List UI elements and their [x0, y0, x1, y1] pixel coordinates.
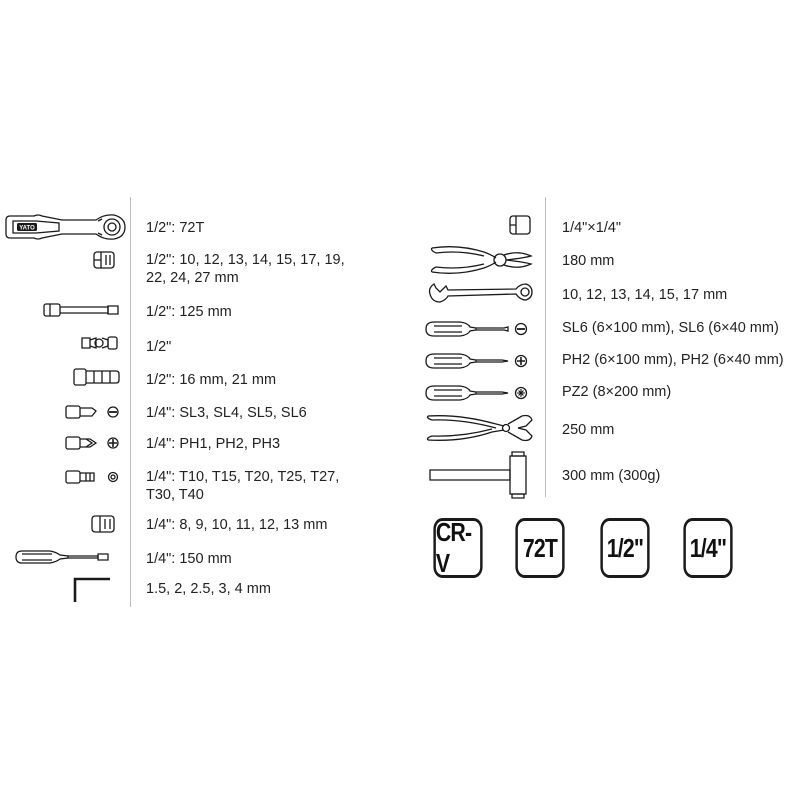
- spec-sockets-half: [146, 251, 345, 287]
- badge-72t: [515, 518, 564, 578]
- spec-spark-plug-sockets: 1/2": 16 mm, 21 mm: [146, 372, 277, 388]
- spec-phillips-screwdrivers: PH2 (6×100 mm), PH2 (6×40 mm): [562, 352, 784, 368]
- bit-screwdriver-icon: [14, 546, 114, 568]
- universal-joint-icon: [80, 334, 120, 352]
- spec-hammer: 300 mm (300g): [562, 468, 661, 484]
- hex-key-icon: [70, 574, 112, 604]
- spec-extension-bar: 1/2": 125 mm: [146, 304, 232, 320]
- pozidriv-screwdriver-icon: [424, 382, 530, 404]
- spec-sockets-quarter: 1/4": 8, 9, 10, 11, 12, 13 mm: [146, 517, 328, 533]
- spec-slotted-screwdrivers: SL6 (6×100 mm), SL6 (6×40 mm): [562, 320, 779, 336]
- spec-ratchet: 1/2": 72T: [146, 220, 205, 236]
- spec-bit-adapter: 1/4"×1/4": [562, 220, 622, 236]
- spec-line: 22, 24, 27 mm: [146, 270, 239, 286]
- spec-water-pump-pliers: 250 mm: [562, 422, 615, 438]
- phillips-screwdriver-icon: [424, 350, 530, 372]
- torx-bit-icon: [64, 468, 122, 486]
- hammer-icon: [428, 450, 532, 500]
- badge-quarter-inch: [683, 518, 732, 578]
- badge-label: 1/4": [689, 532, 727, 563]
- spec-hex-keys: 1.5, 2, 2.5, 3, 4 mm: [146, 581, 271, 597]
- socket-icon: [92, 250, 116, 270]
- badge-half-inch: [600, 518, 649, 578]
- spec-bit-screwdriver: 1/4": 150 mm: [146, 551, 232, 567]
- badge-label: 1/2": [606, 532, 644, 563]
- right-column-divider: [545, 197, 546, 497]
- slotted-screwdriver-icon: [424, 318, 530, 340]
- spec-line: T30, T40: [146, 487, 204, 503]
- spec-line: 1/2": 10, 12, 13, 14, 15, 17, 19,: [146, 252, 345, 268]
- ratchet-brand-label: YATO: [19, 225, 35, 232]
- spark-plug-socket-icon: [72, 366, 122, 388]
- spec-torx-bits: [146, 468, 339, 504]
- spec-universal-joint: 1/2": [146, 339, 172, 355]
- slotted-bit-icon: [64, 404, 122, 420]
- left-column-divider: [130, 197, 131, 607]
- spec-phillips-bits: 1/4": PH1, PH2, PH3: [146, 436, 281, 452]
- phillips-bit-icon: [64, 434, 122, 452]
- ratchet-icon: [4, 210, 128, 244]
- spec-line: 1/4": T10, T15, T20, T25, T27,: [146, 469, 340, 485]
- badge-label: 72T: [522, 532, 558, 563]
- spec-slotted-bits: 1/4": SL3, SL4, SL5, SL6: [146, 405, 307, 421]
- extension-bar-icon: [42, 302, 122, 318]
- badge-label: CR-V: [435, 517, 472, 578]
- spec-combination-pliers: 180 mm: [562, 253, 615, 269]
- bit-adapter-icon: [508, 214, 532, 236]
- small-socket-icon: [90, 514, 116, 534]
- water-pump-pliers-icon: [426, 410, 536, 446]
- spec-combination-wrenches: 10, 12, 13, 14, 15, 17 mm: [562, 287, 728, 303]
- combination-pliers-icon: [428, 242, 534, 278]
- combination-wrench-icon: [428, 280, 534, 306]
- badge-crv: [433, 518, 482, 578]
- spec-pozidriv-screwdriver: PZ2 (8×200 mm): [562, 384, 672, 400]
